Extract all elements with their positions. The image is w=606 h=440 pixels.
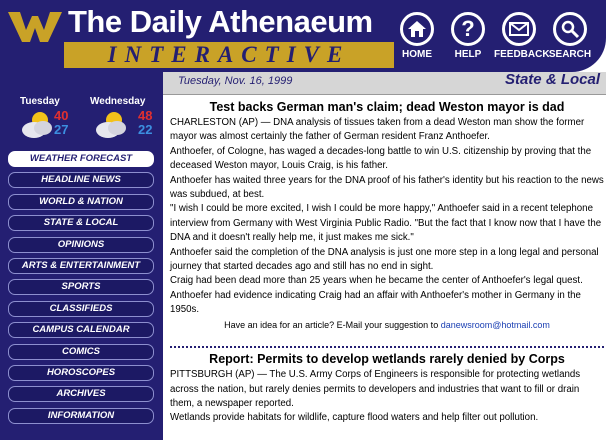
- article-paragraph: Anthoefer said the completion of the DNA analysis is just one more step in a long legal and personal journey that started decades ago and still has no end in sight.: [170, 246, 599, 273]
- home-button[interactable]: [392, 12, 442, 60]
- article-divider: [170, 346, 604, 348]
- search-button[interactable]: [545, 12, 595, 60]
- menu-horoscopes[interactable]: HOROSCOPES: [8, 365, 154, 381]
- help-button[interactable]: [443, 12, 493, 60]
- weather-widget: [10, 96, 156, 148]
- menu-information[interactable]: INFORMATION: [8, 408, 154, 424]
- article-paragraph: PITTSBURGH (AP) — The U.S. Army Corps of Engineers is responsible for protecting wetlands across the nation, but rarely denies permits to developers and industries that want to fill or drain them, a newspaper reported.: [170, 369, 581, 409]
- section-menu: [8, 151, 154, 429]
- magnifier-icon: [553, 12, 587, 46]
- house-icon: [400, 12, 434, 46]
- weather-high-1: 40: [54, 108, 69, 123]
- article-paragraph: Anthoefer, of Cologne, has waged a decades-long battle to win U.S. citizenship by proving that the deceased Weston mayor, Louis Craig, is his father.: [170, 145, 592, 172]
- suggestion-text: Have an idea for an article? E-Mail your suggestion to: [224, 319, 439, 330]
- interactive-banner: [64, 42, 394, 68]
- issue-date: Tuesday, Nov. 16, 1999: [178, 75, 293, 87]
- home-label: HOME: [402, 49, 432, 60]
- article-paragraph: Anthoefer has waited three years for the DNA proof of his father's identity but his reaction to the news was subdued, at best.: [170, 174, 604, 201]
- article-headline[interactable]: Report: Permits to develop wetlands rarely denied by Corps: [209, 352, 565, 367]
- article-list: [170, 100, 604, 426]
- site-title[interactable]: The Daily Athenaeum: [68, 4, 373, 39]
- weather-high-2: 48: [138, 108, 153, 123]
- menu-comics[interactable]: COMICS: [8, 344, 154, 360]
- menu-opinions[interactable]: OPINIONS: [8, 237, 154, 253]
- envelope-icon: [502, 12, 536, 46]
- article-paragraph: Craig had been dead more than 25 years when he became the center of Anthoefer's legal quest. Anthoefer had evidence indicating Craig had an affair with Anthoefer's mother in Germany in the 1950s.: [170, 275, 583, 316]
- menu-weather-forecast[interactable]: WEATHER FORECAST: [8, 151, 154, 167]
- article-paragraph: "I wish I could be more excited, I wish I could be more happy," Anthoefer said in a recent telephone interview from Germany with West Virginia Public Radio. "But the fact that I know now that I have the DNA and it doesn't really help me, it just makes me sick.": [170, 203, 602, 244]
- masthead: [0, 0, 606, 72]
- partly-cloudy-icon: [94, 110, 128, 140]
- menu-state-local[interactable]: STATE & LOCAL: [8, 215, 154, 231]
- menu-headline-news[interactable]: HEADLINE NEWS: [8, 172, 154, 188]
- weather-day-2: Wednesday: [90, 96, 146, 107]
- wv-logo-icon: [6, 8, 64, 46]
- feedback-label: FEEDBACK: [494, 49, 550, 60]
- menu-world-nation[interactable]: WORLD & NATION: [8, 194, 154, 210]
- menu-arts-entertainment[interactable]: ARTS & ENTERTAINMENT: [8, 258, 154, 274]
- article: [170, 352, 604, 426]
- weather-low-2: 22: [138, 122, 153, 137]
- suggestion-line: [170, 318, 604, 332]
- newsroom-email-link[interactable]: danewsroom@hotmail.com: [440, 319, 550, 330]
- search-label: SEARCH: [548, 49, 592, 60]
- menu-archives[interactable]: ARCHIVES: [8, 386, 154, 402]
- article: [170, 100, 604, 332]
- weather-day-1: Tuesday: [20, 96, 60, 107]
- question-icon: ?: [451, 12, 485, 46]
- article-paragraph: Wetlands provide habitats for wildlife, capture flood waters and help filter out pollution.: [170, 412, 539, 424]
- section-title: State & Local: [504, 71, 600, 88]
- menu-classifieds[interactable]: CLASSIFIEDS: [8, 301, 154, 317]
- interactive-label: INTERACTIVE: [107, 42, 351, 67]
- feedback-button[interactable]: [494, 12, 550, 60]
- menu-sports[interactable]: SPORTS: [8, 279, 154, 295]
- partly-cloudy-icon: [20, 110, 54, 140]
- menu-campus-calendar[interactable]: CAMPUS CALENDAR: [8, 322, 154, 338]
- article-headline[interactable]: Test backs German man's claim; dead Weston mayor is dad: [209, 100, 565, 114]
- help-label: HELP: [454, 49, 482, 60]
- article-paragraph: CHARLESTON (AP) — DNA analysis of tissues taken from a dead Weston man show the former mayor was almost certainly the father of German resident Franz Anthoefer.: [170, 117, 585, 143]
- weather-low-1: 27: [54, 122, 69, 137]
